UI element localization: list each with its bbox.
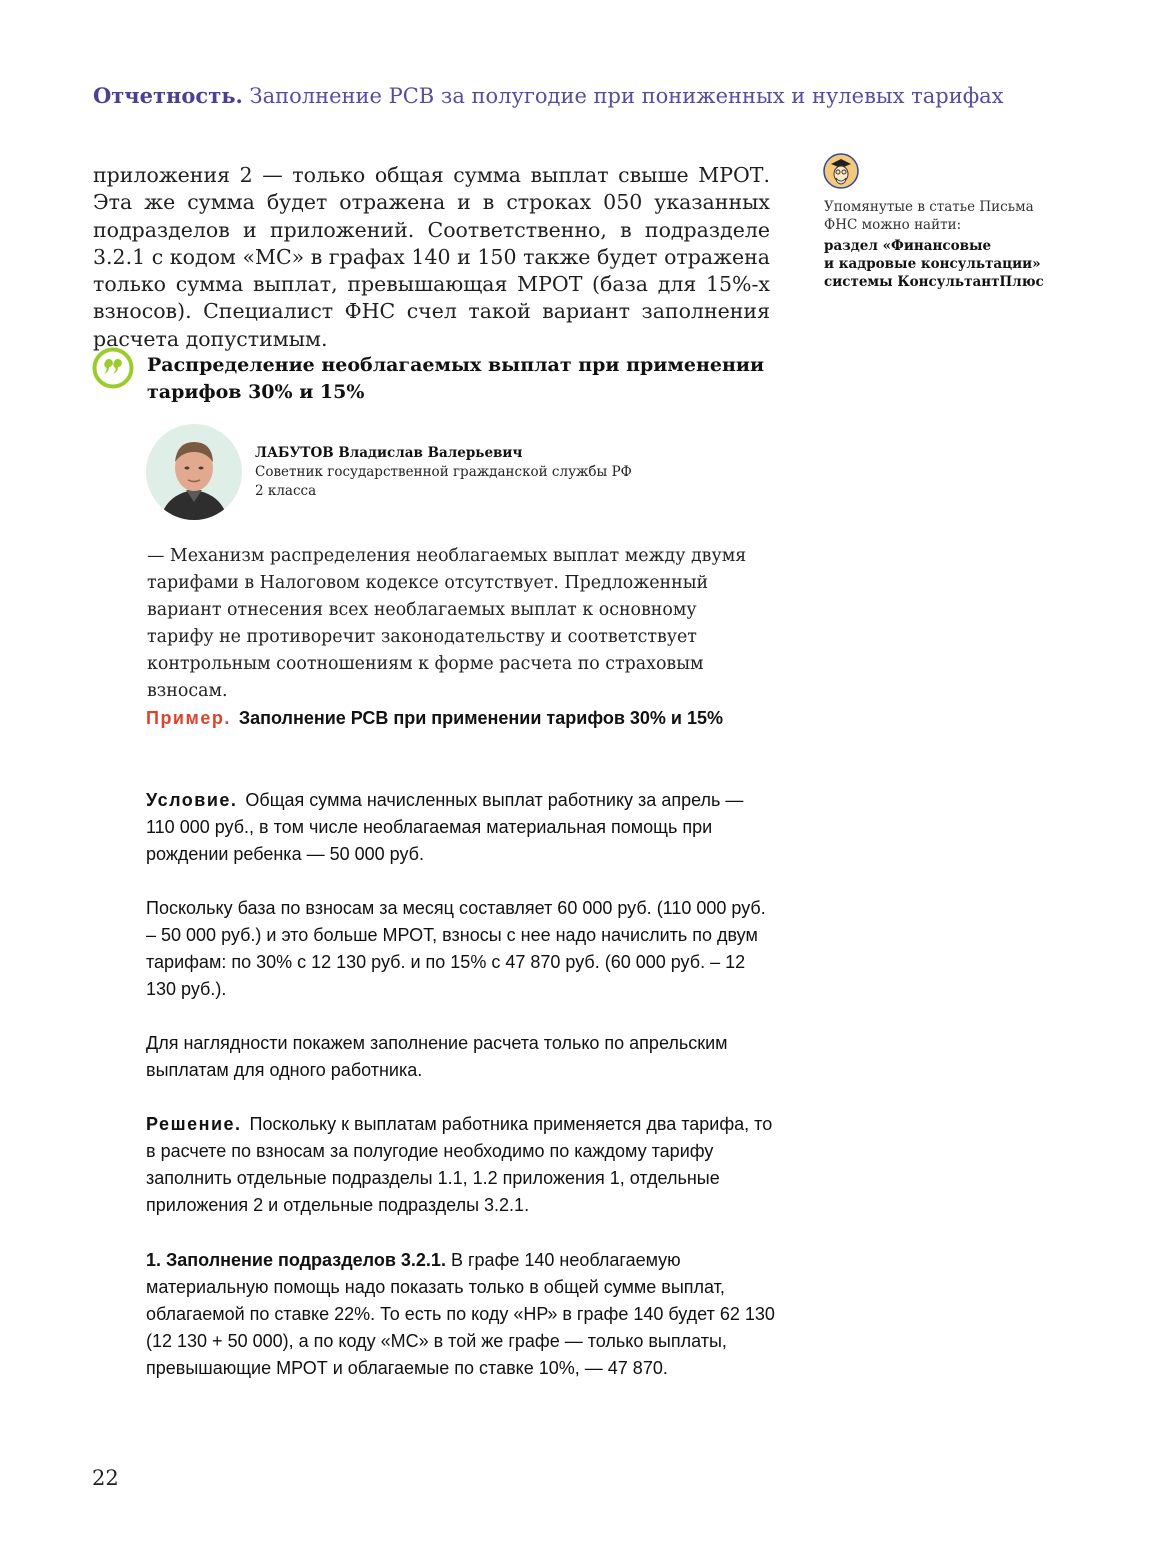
- section-title: Распределение необлагаемых выплат при применении тарифов 30% и 15%: [147, 354, 765, 403]
- example-heading: Заполнение РСВ при применении тарифов 30% и 15%: [238, 708, 724, 728]
- step1-text: В графе 140 необлагаемую материальную помощь надо показать только в общей сумме выплат, облагаемой по ставке 22%. То есть по коду «НР» в графе 140 будет 62 130 (12 130 + 50 000), а по коду «МС» в той же графе — только выплаты, превышающие МРОТ и облагаемые по ставке 10%, — 47 870.: [146, 1250, 775, 1378]
- running-header: [93, 82, 1004, 110]
- header-title: Заполнение РСВ за полугодие при пониженных и нулевых тарифах: [249, 84, 1004, 108]
- condition-text: Общая сумма начисленных выплат работнику за апрель — 110 000 руб., в том числе необлагаемая материальная помощь при рождении ребенка — 50 000 руб.: [146, 790, 744, 864]
- quote-icon: [92, 347, 134, 389]
- example-title: [146, 705, 776, 732]
- aside-line-1: Упомянутые в статье Письма: [824, 199, 1034, 215]
- clarity-paragraph: Для наглядности покажем заполнение расчета только по апрельским выплатам для одного работника.: [146, 1033, 728, 1080]
- page-number: 22: [92, 1466, 119, 1490]
- intro-paragraph: приложения 2 — только общая сумма выплат свыше МРОТ. Эта же сумма будет отражена и в строках 050 указанных подразделов и приложений. Соответственно, в подразделе 3.2.1 с кодом «МС» в графах 140 и 150 также будет отражена только сумма выплат, превышающая МРОТ (база для 15%-х взносов). Специалист ФНС счел такой вариант заполнения расчета допустимым.: [93, 163, 770, 351]
- solution-label: Решение.: [146, 1114, 242, 1134]
- aside-note: [824, 198, 1054, 234]
- step1-paragraph: [146, 1247, 776, 1382]
- header-section: Отчетность.: [93, 83, 243, 108]
- base-paragraph: Поскольку база по взносам за месяц составляет 60 000 руб. (110 000 руб. – 50 000 руб.) и это больше МРОТ, взносы с нее надо начислить по двум тарифам: по 30% с 12 130 руб. и по 15% с 47 870 руб. (60 000 руб. – 12 130 руб.).: [146, 898, 766, 999]
- aside-bold-3: системы КонсультантПлюс: [824, 274, 1044, 290]
- step1-label: 1. Заполнение подразделов 3.2.1.: [146, 1250, 446, 1270]
- professor-icon: [823, 153, 859, 189]
- expert-photo: [146, 424, 242, 520]
- aside-line-2: ФНС можно найти:: [824, 217, 962, 233]
- solution-paragraph: [146, 1111, 776, 1219]
- condition-paragraph: [146, 787, 776, 868]
- expert-quote: — Механизм распределения необлагаемых выплат между двумя тарифами в Налоговом кодексе отсутствует. Предложенный вариант отнесения всех необлагаемых выплат к основному тарифу не противоречит законодательству и соответствует контрольным соотношениям к форме расчета по страховым взносам.: [147, 546, 747, 701]
- expert-name: ЛАБУТОВ Владислав Валерьевич: [255, 445, 523, 461]
- expert-role-line-1: Советник государственной гражданской службы РФ: [255, 464, 632, 480]
- expert-role-line-2: 2 класса: [255, 483, 317, 499]
- condition-label: Условие.: [146, 790, 238, 810]
- aside-bold-2: и кадровые консультации»: [824, 256, 1041, 272]
- expert-role: [255, 463, 635, 501]
- solution-text: Поскольку к выплатам работника применяется два тарифа, то в расчете по взносам за полугодие необходимо по каждому тарифу заполнить отдельные подразделы 1.1, 1.2 приложения 1, отдельные приложения 2 и отдельные подразделы 3.2.1.: [146, 1114, 773, 1215]
- example-label: Пример.: [146, 708, 231, 728]
- aside-bold-1: раздел «Финансовые: [824, 238, 992, 254]
- aside-source: [824, 237, 1064, 291]
